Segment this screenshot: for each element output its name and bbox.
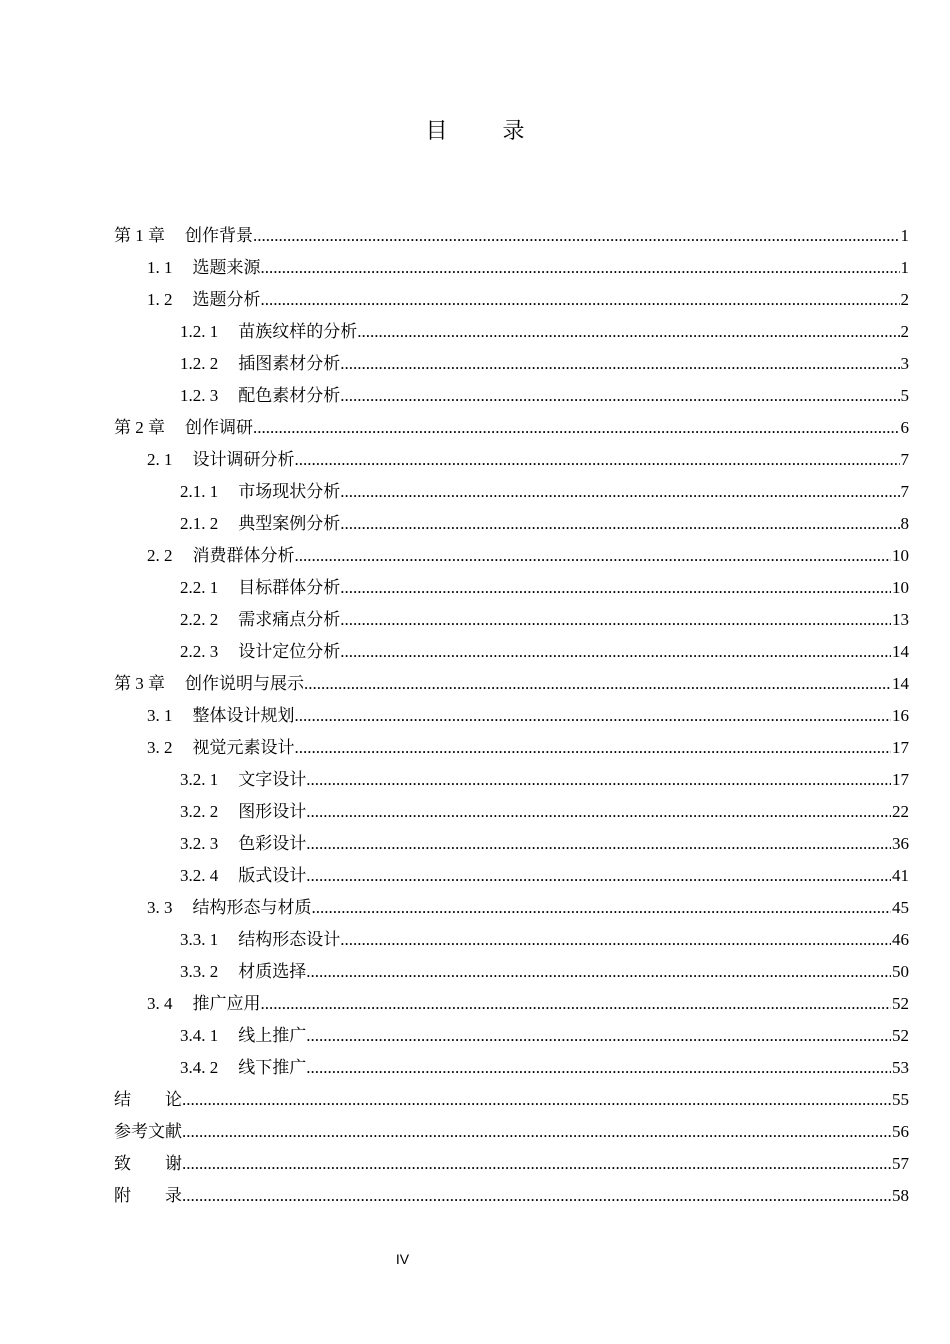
toc-entry-page: 7 <box>900 482 909 501</box>
toc-entry-label: 推广应用 <box>192 994 261 1014</box>
toc-entry-label: 创作背景 <box>185 226 253 246</box>
toc-dot-leader <box>306 956 891 988</box>
toc-entry[interactable] <box>114 444 909 476</box>
table-of-contents <box>114 220 909 1212</box>
toc-entry-label: 色彩设计 <box>238 834 307 854</box>
toc-entry-number: 3. 4 <box>147 994 173 1013</box>
toc-entry-label: 需求痛点分析 <box>238 610 341 630</box>
toc-entry-number: 1.2. 1 <box>180 322 219 341</box>
toc-entry-label: 选题分析 <box>192 290 261 310</box>
footer-page-number: IV <box>395 1251 410 1267</box>
toc-entry[interactable] <box>114 604 909 636</box>
toc-entry-number: 第 3 章 <box>114 674 165 693</box>
toc-entry-label: 版式设计 <box>238 866 307 886</box>
toc-entry-label: 插图素材分析 <box>238 354 341 374</box>
toc-entry-page: 14 <box>892 642 909 661</box>
toc-entry[interactable] <box>114 924 909 956</box>
toc-entry-page: 52 <box>892 1026 909 1045</box>
toc-dot-leader <box>340 604 891 636</box>
toc-entry-page: 57 <box>892 1154 909 1173</box>
toc-entry-page: 10 <box>892 578 909 597</box>
toc-entry-page: 2 <box>900 322 909 341</box>
toc-entry[interactable] <box>114 892 909 924</box>
toc-entry-number: 3.2. 2 <box>180 802 219 821</box>
toc-entry-label: 配色素材分析 <box>238 386 341 406</box>
toc-entry-label: 结 论 <box>114 1090 182 1110</box>
toc-entry-page: 3 <box>900 354 909 373</box>
toc-dot-leader <box>340 380 899 412</box>
toc-entry-label: 创作调研 <box>185 418 253 438</box>
toc-entry-label: 目标群体分析 <box>238 578 341 598</box>
toc-entry-page: 55 <box>892 1090 909 1109</box>
toc-entry[interactable] <box>114 1084 909 1116</box>
toc-entry-label: 文字设计 <box>238 770 307 790</box>
toc-entry-page: 45 <box>892 898 909 917</box>
toc-entry[interactable] <box>114 1180 909 1212</box>
toc-entry-page: 50 <box>892 962 909 981</box>
toc-entry-number: 1.2. 3 <box>180 386 219 405</box>
toc-dot-leader <box>261 284 900 316</box>
toc-dot-leader <box>253 412 900 444</box>
toc-entry-number: 3.3. 1 <box>180 930 219 949</box>
toc-dot-leader <box>182 1116 891 1148</box>
toc-entry-label: 整体设计规划 <box>192 706 295 726</box>
toc-entry-label: 参考文献 <box>114 1122 182 1142</box>
toc-entry-page: 14 <box>892 674 909 693</box>
toc-entry-page: 10 <box>892 546 909 565</box>
toc-entry-page: 6 <box>900 418 909 437</box>
toc-entry-number: 3.4. 1 <box>180 1026 219 1045</box>
toc-entry-number: 第 1 章 <box>114 226 165 245</box>
toc-entry-page: 17 <box>892 770 909 789</box>
toc-entry[interactable] <box>114 572 909 604</box>
toc-entry[interactable] <box>114 636 909 668</box>
toc-entry-page: 56 <box>892 1122 909 1141</box>
toc-entry[interactable] <box>114 1116 909 1148</box>
toc-dot-leader <box>306 828 891 860</box>
toc-entry[interactable] <box>114 1020 909 1052</box>
toc-dot-leader <box>295 732 892 764</box>
toc-entry[interactable] <box>114 860 909 892</box>
toc-entry-label: 设计调研分析 <box>192 450 295 470</box>
toc-entry[interactable] <box>114 668 909 700</box>
toc-dot-leader <box>340 348 899 380</box>
toc-dot-leader <box>340 572 891 604</box>
toc-dot-leader <box>306 860 891 892</box>
toc-dot-leader <box>182 1148 891 1180</box>
toc-entry-number: 1. 1 <box>147 258 173 277</box>
toc-dot-leader <box>306 1020 891 1052</box>
toc-dot-leader <box>295 540 892 572</box>
toc-entry-page: 7 <box>900 450 909 469</box>
toc-entry-number: 2.2. 1 <box>180 578 219 597</box>
toc-entry-number: 3.2. 4 <box>180 866 219 885</box>
toc-entry[interactable] <box>114 764 909 796</box>
toc-entry[interactable] <box>114 988 909 1020</box>
toc-dot-leader <box>182 1084 891 1116</box>
toc-entry-number: 3.2. 3 <box>180 834 219 853</box>
toc-entry-label: 市场现状分析 <box>238 482 341 502</box>
toc-dot-leader <box>295 700 892 732</box>
toc-entry-number: 3.3. 2 <box>180 962 219 981</box>
toc-entry-label: 创作说明与展示 <box>185 674 304 694</box>
toc-dot-leader <box>261 988 892 1020</box>
toc-entry-label: 视觉元素设计 <box>192 738 295 758</box>
toc-entry[interactable] <box>114 348 909 380</box>
toc-entry-label: 线上推广 <box>238 1026 307 1046</box>
toc-entry[interactable] <box>114 380 909 412</box>
toc-entry-label: 材质选择 <box>238 962 307 982</box>
toc-entry-number: 3.4. 2 <box>180 1058 219 1077</box>
toc-entry-number: 2. 1 <box>147 450 173 469</box>
toc-entry-number: 2.1. 1 <box>180 482 219 501</box>
toc-entry-number: 3. 2 <box>147 738 173 757</box>
toc-entry-number: 2.2. 2 <box>180 610 219 629</box>
toc-entry-page: 1 <box>900 226 909 245</box>
toc-entry-label: 选题来源 <box>192 258 261 278</box>
toc-entry-label: 附 录 <box>114 1186 182 1206</box>
toc-entry[interactable] <box>114 220 909 252</box>
toc-entry-number: 1. 2 <box>147 290 173 309</box>
toc-dot-leader <box>295 444 900 476</box>
toc-entry-number: 2.2. 3 <box>180 642 219 661</box>
toc-entry-page: 46 <box>892 930 909 949</box>
toc-dot-leader <box>253 220 900 252</box>
toc-dot-leader <box>261 252 900 284</box>
toc-dot-leader <box>312 892 892 924</box>
toc-dot-leader <box>340 924 891 956</box>
toc-dot-leader <box>340 476 899 508</box>
toc-entry-label: 致 谢 <box>114 1154 182 1174</box>
toc-dot-leader <box>306 764 891 796</box>
toc-entry-number: 3. 3 <box>147 898 173 917</box>
toc-entry-page: 2 <box>900 290 909 309</box>
toc-entry-page: 1 <box>900 258 909 277</box>
toc-entry-page: 5 <box>900 386 909 405</box>
page-title: 目 录 <box>425 119 549 144</box>
toc-entry[interactable] <box>114 284 909 316</box>
toc-entry-number: 1.2. 2 <box>180 354 219 373</box>
toc-entry[interactable] <box>114 1148 909 1180</box>
toc-entry-label: 结构形态设计 <box>238 930 341 950</box>
toc-dot-leader <box>182 1180 891 1212</box>
toc-entry-number: 3.2. 1 <box>180 770 219 789</box>
toc-entry-page: 53 <box>892 1058 909 1077</box>
toc-dot-leader <box>304 668 891 700</box>
toc-entry-number: 2.1. 2 <box>180 514 219 533</box>
toc-entry-label: 典型案例分析 <box>238 514 341 534</box>
toc-entry[interactable] <box>114 956 909 988</box>
toc-entry[interactable] <box>114 540 909 572</box>
toc-entry-page: 13 <box>892 610 909 629</box>
toc-entry[interactable] <box>114 476 909 508</box>
toc-entry-page: 58 <box>892 1186 909 1205</box>
toc-entry-page: 22 <box>892 802 909 821</box>
toc-entry-label: 线下推广 <box>238 1058 307 1078</box>
toc-entry-page: 17 <box>892 738 909 757</box>
toc-entry-label: 设计定位分析 <box>238 642 341 662</box>
toc-entry[interactable] <box>114 252 909 284</box>
toc-entry-number: 第 2 章 <box>114 418 165 437</box>
toc-dot-leader <box>306 796 891 828</box>
toc-entry[interactable] <box>114 700 909 732</box>
toc-entry-page: 52 <box>892 994 909 1013</box>
toc-entry[interactable] <box>114 732 909 764</box>
toc-entry[interactable] <box>114 412 909 444</box>
toc-entry-page: 41 <box>892 866 909 885</box>
toc-entry-number: 3. 1 <box>147 706 173 725</box>
toc-entry[interactable] <box>114 796 909 828</box>
toc-dot-leader <box>340 636 891 668</box>
toc-entry[interactable] <box>114 1052 909 1084</box>
toc-dot-leader <box>340 508 899 540</box>
toc-entry-label: 结构形态与材质 <box>192 898 312 918</box>
toc-entry-page: 16 <box>892 706 909 725</box>
toc-entry-page: 36 <box>892 834 909 853</box>
toc-dot-leader <box>357 316 899 348</box>
toc-entry-label: 图形设计 <box>238 802 307 822</box>
toc-entry-label: 苗族纹样的分析 <box>238 322 358 342</box>
toc-entry[interactable] <box>114 508 909 540</box>
toc-dot-leader <box>306 1052 891 1084</box>
toc-entry[interactable] <box>114 828 909 860</box>
toc-entry-number: 2. 2 <box>147 546 173 565</box>
toc-entry-page: 8 <box>900 514 909 533</box>
toc-entry-label: 消费群体分析 <box>192 546 295 566</box>
toc-entry[interactable] <box>114 316 909 348</box>
